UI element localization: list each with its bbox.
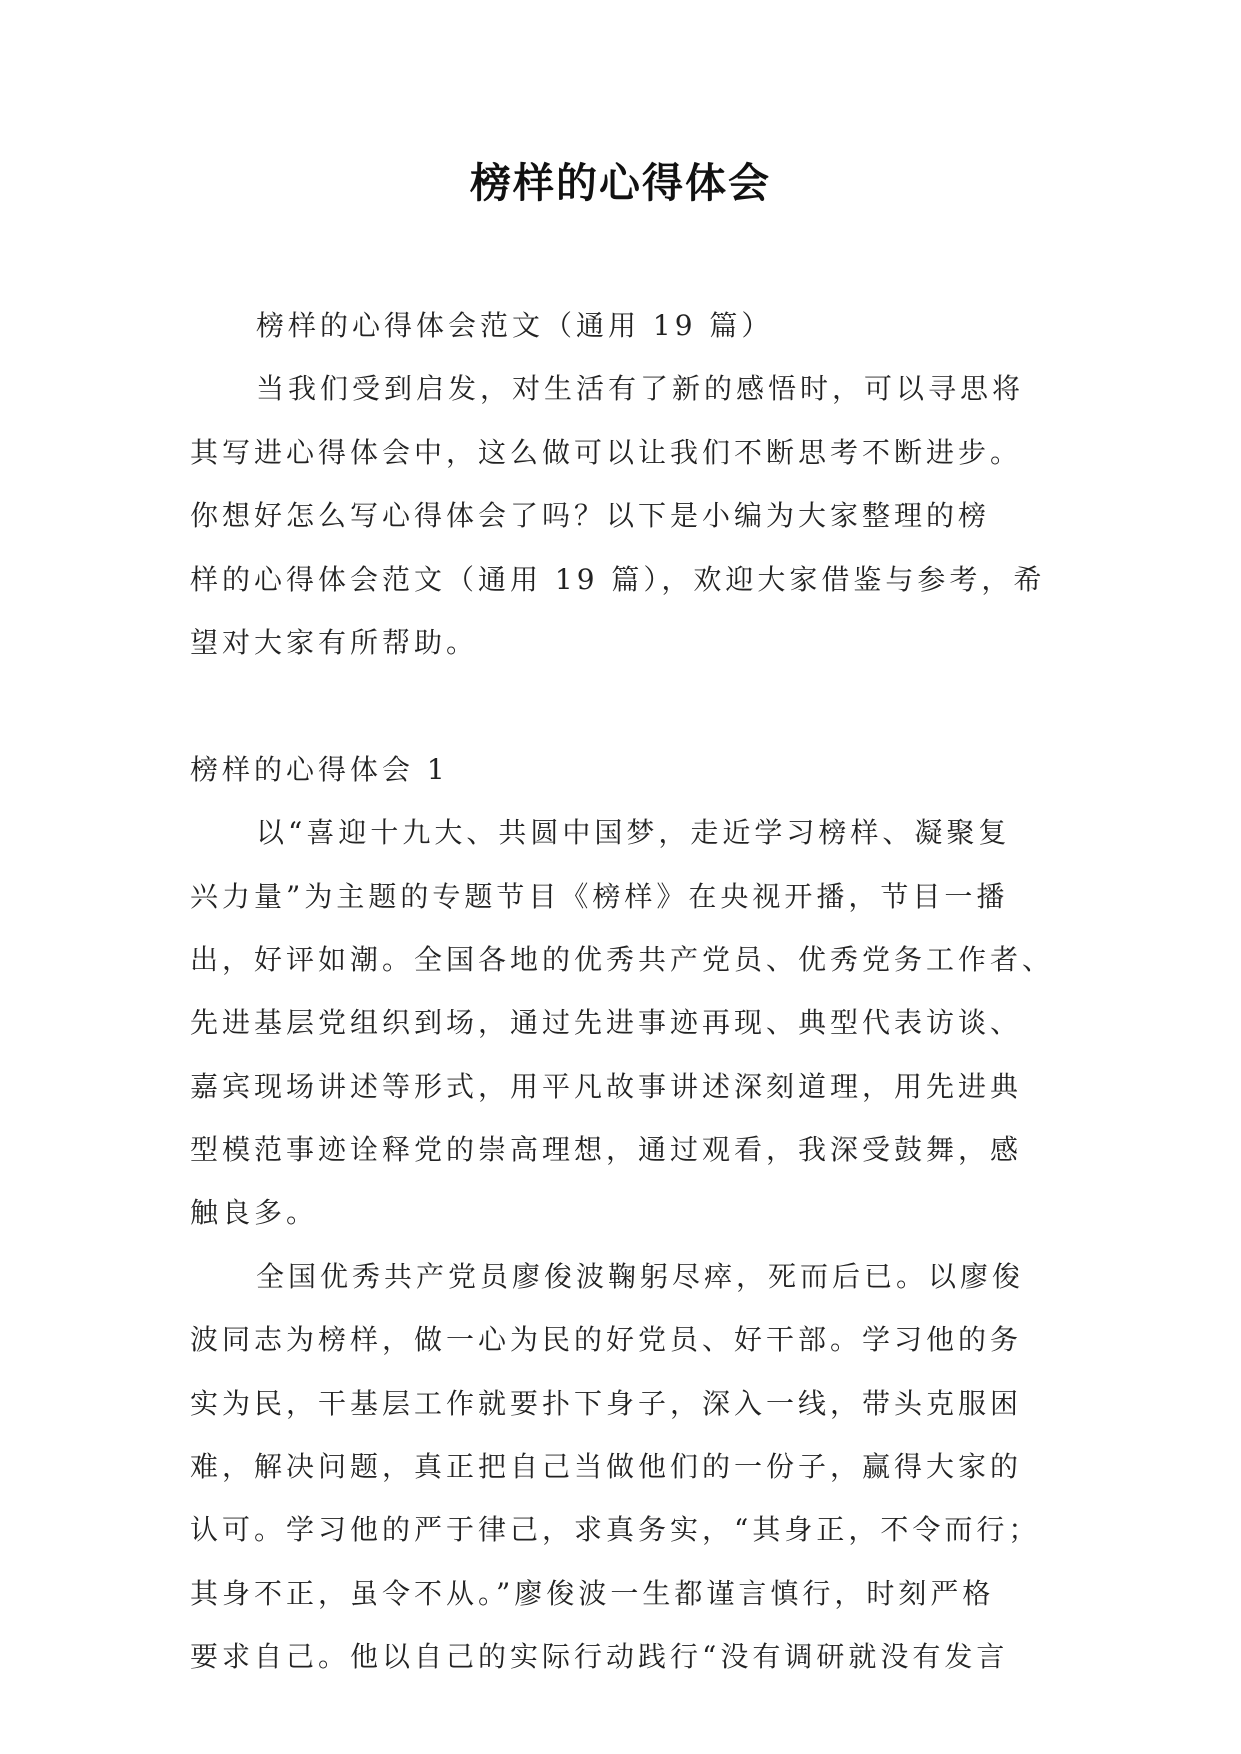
document-title: 榜样的心得体会 [470,159,771,207]
section-paragraph-line: 难，解决问题，真正把自己当做他们的一份子，赢得大家的 [190,1450,1023,1484]
paragraph-gap [190,674,1070,737]
section-paragraph-line: 出，好评如潮。全国各地的优秀共产党员、优秀党务工作者、 [190,942,1055,976]
intro-paragraph-line: 其写进心得体会中，这么做可以让我们不断思考不断进步。 [190,435,1023,469]
intro-subtitle: 榜样的心得体会范文（通用 19 篇） [256,309,774,342]
section-paragraph-line: 波同志为榜样，做一心为民的好党员、好干部。学习他的务 [190,1323,1023,1357]
section-paragraph-line: 实为民，干基层工作就要扑下身子，深入一线，带头克服困 [190,1386,1023,1420]
section-paragraph-line: 其身不正，虽令不从。”廖俊波一生都谨言慎行，时刻严格 [190,1576,995,1610]
section-paragraph-line: 要求自己。他以自己的实际行动践行“没有调研就没有发言 [190,1640,1009,1674]
section-paragraph-line: 全国优秀共产党员廖俊波鞠躬尽瘁，死而后已。以廖俊 [256,1259,1025,1293]
section-paragraph-line: 触良多。 [190,1196,319,1230]
section-paragraph-line: 兴力量”为主题的专题节目《榜样》在央视开播，节目一播 [190,879,1009,913]
section-paragraph-line: 型模范事迹诠释党的崇高理想，通过观看，我深受鼓舞，感 [190,1133,1023,1167]
intro-paragraph-line: 当我们受到启发，对生活有了新的感悟时，可以寻思将 [256,372,1025,406]
intro-paragraph-line: 你想好怎么写心得体会了吗？以下是小编为大家整理的榜 [190,499,991,533]
section-paragraph-line: 嘉宾现场讲述等形式，用平凡故事讲述深刻道理，用先进典 [190,1069,1023,1103]
intro-paragraph-line: 望对大家有所帮助。 [190,625,479,659]
section-paragraph-line: 以“喜迎十九大、共圆中国梦，走近学习榜样、凝聚复 [256,816,1011,850]
document-body [190,294,1070,1689]
section-paragraph-line: 先进基层党组织到场，通过先进事迹再现、典型代表访谈、 [190,1006,1023,1040]
intro-paragraph-line: 样的心得体会范文（通用 19 篇），欢迎大家借鉴与参考，希 [190,562,1046,596]
section-paragraph-line: 认可。学习他的严于律己，求真务实，“其身正，不令而行； [190,1513,1041,1547]
section-heading: 榜样的心得体会 1 [190,752,449,786]
